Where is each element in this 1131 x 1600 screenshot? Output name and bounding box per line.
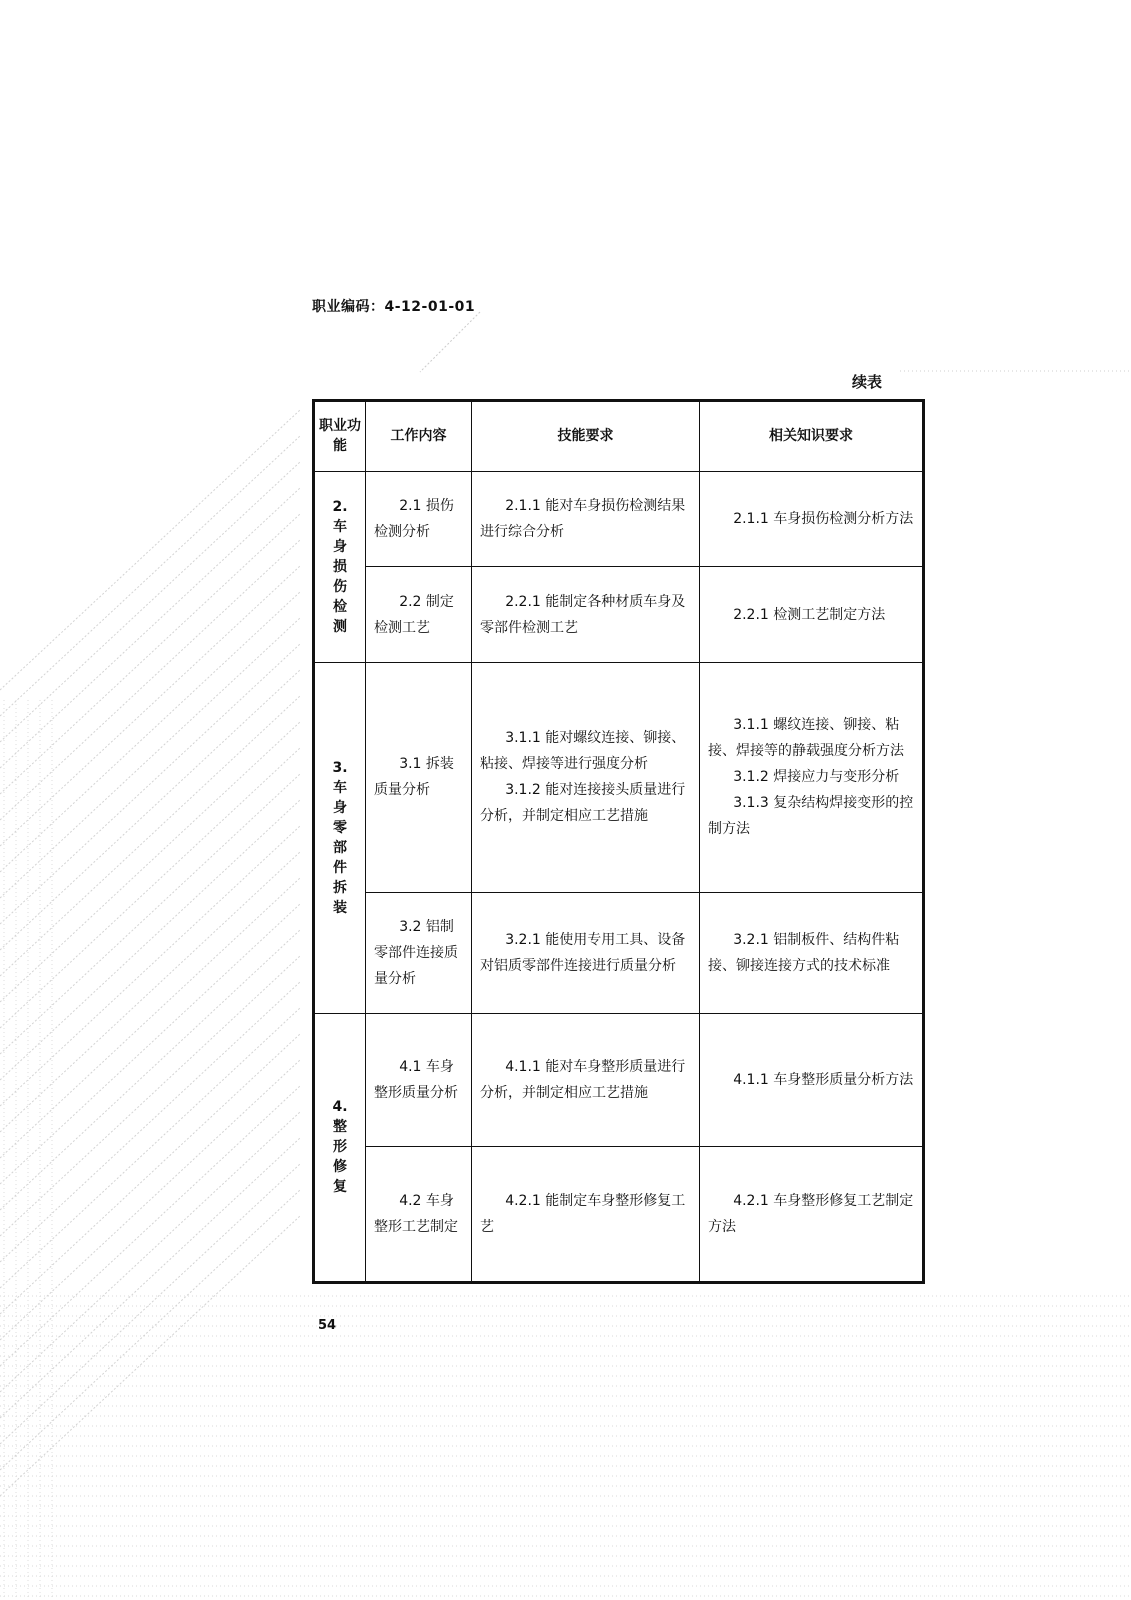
function-name: 整形修复 <box>333 1119 347 1196</box>
function-number: 3. <box>332 759 348 776</box>
continued-label: 续表 <box>852 373 883 391</box>
knowledge-cell: 4.1.1 车身整形质量分析方法 <box>700 1013 924 1146</box>
function-cell <box>314 663 366 1014</box>
skills-cell: 4.2.1 能制定车身整形修复工艺 <box>472 1146 700 1282</box>
knowledge-cell: 2.1.1 车身损伤检测分析方法 <box>700 471 924 567</box>
content-cell: 4.2 车身整形工艺制定 <box>366 1146 472 1282</box>
header-skills: 技能要求 <box>472 401 700 472</box>
page-number: 54 <box>318 1318 337 1333</box>
function-name: 车身零部件拆装 <box>333 779 347 916</box>
content-cell: 2.1 损伤检测分析 <box>366 471 472 567</box>
standards-table <box>312 399 925 1284</box>
header-knowledge: 相关知识要求 <box>700 401 924 472</box>
header-content: 工作内容 <box>366 401 472 472</box>
table-row <box>314 1013 924 1146</box>
knowledge-cell: 3.1.1 螺纹连接、铆接、粘接、焊接等的静载强度分析方法 3.1.2 焊接应力与变形分析 3.1.3 复杂结构焊接变形的控制方法 <box>700 663 924 893</box>
table-row <box>314 567 924 663</box>
function-number: 2. <box>332 498 348 515</box>
function-cell <box>314 471 366 663</box>
content-cell: 2.2 制定检测工艺 <box>366 567 472 663</box>
occupation-code: 职业编码：4-12-01-01 <box>312 299 476 315</box>
knowledge-cell: 3.2.1 铝制板件、结构件粘接、铆接连接方式的技术标准 <box>700 892 924 1013</box>
skills-cell: 3.1.1 能对螺纹连接、铆接、粘接、焊接等进行强度分析 3.1.2 能对连接接头质量进行分析，并制定相应工艺措施 <box>472 663 700 893</box>
table-row <box>314 1146 924 1282</box>
skills-cell: 4.1.1 能对车身整形质量进行分析，并制定相应工艺措施 <box>472 1013 700 1146</box>
skills-cell: 2.1.1 能对车身损伤检测结果进行综合分析 <box>472 471 700 567</box>
function-cell <box>314 1013 366 1282</box>
knowledge-cell: 4.2.1 车身整形修复工艺制定方法 <box>700 1146 924 1282</box>
table-row <box>314 663 924 893</box>
skills-cell: 2.2.1 能制定各种材质车身及零部件检测工艺 <box>472 567 700 663</box>
content-cell: 4.1 车身整形质量分析 <box>366 1013 472 1146</box>
content-cell: 3.2 铝制零部件连接质量分析 <box>366 892 472 1013</box>
header-function: 职业功能 <box>314 401 366 472</box>
function-name: 车身损伤检测 <box>333 518 347 635</box>
table-row <box>314 471 924 567</box>
table-row <box>314 892 924 1013</box>
skills-cell: 3.2.1 能使用专用工具、设备对铝质零部件连接进行质量分析 <box>472 892 700 1013</box>
function-number: 4. <box>332 1099 348 1116</box>
table-header-row <box>314 401 924 472</box>
knowledge-cell: 2.2.1 检测工艺制定方法 <box>700 567 924 663</box>
content-cell: 3.1 拆装质量分析 <box>366 663 472 893</box>
